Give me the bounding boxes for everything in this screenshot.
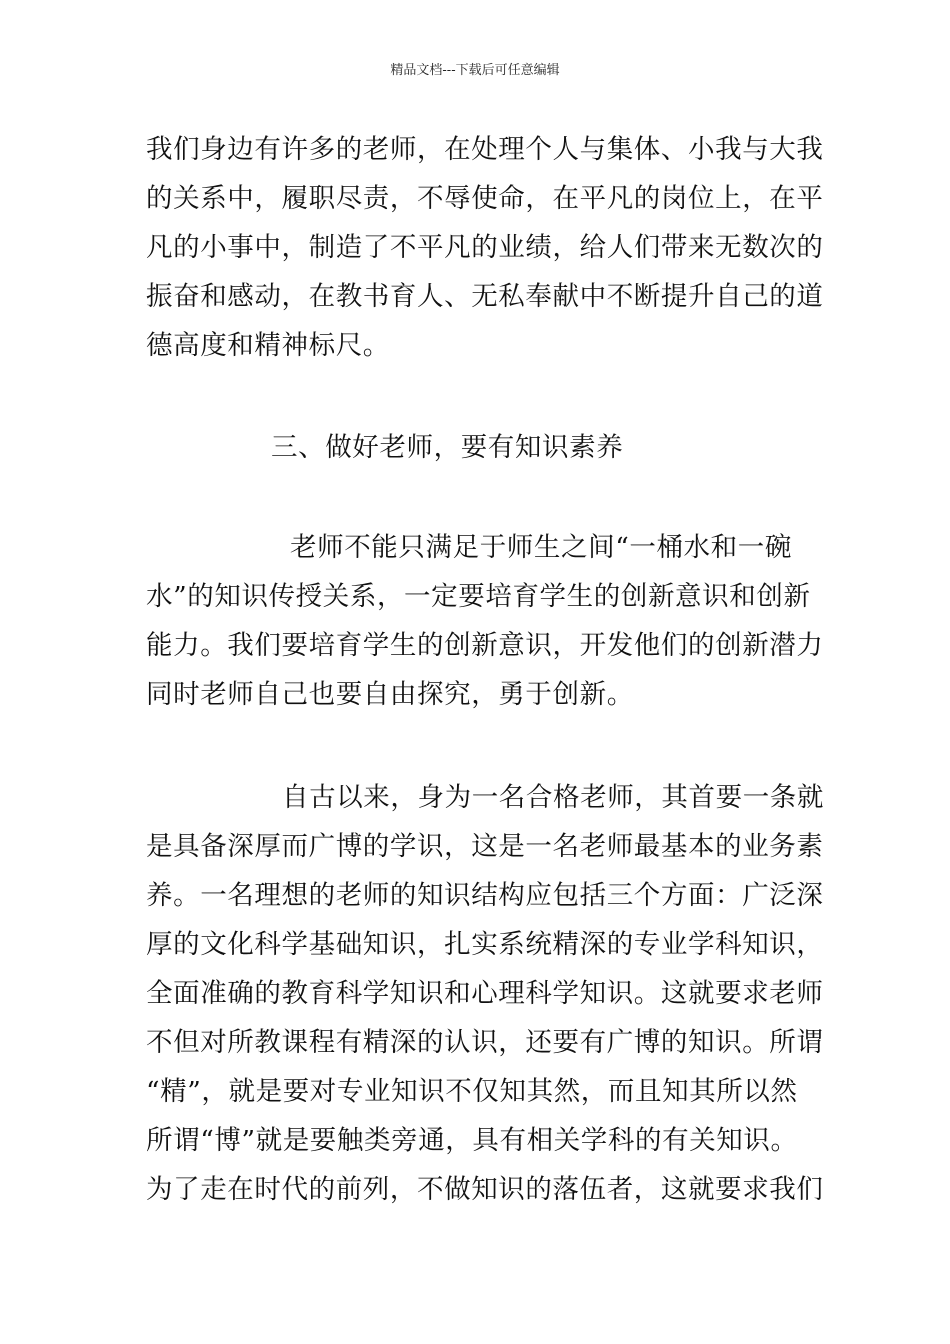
- paragraph-1-line-2: 的关系中，履职尽责，不辱使命，在平凡的岗位上，在平: [146, 183, 824, 214]
- page-header: 精品文档---下载后可任意编辑: [390, 63, 560, 78]
- paragraph-3-line-4: 厚的文化科学基础知识，扎实系统精深的专业学科知识，: [146, 929, 824, 960]
- paragraph-3-line-9: 为了走在时代的前列，不做知识的落伍者，这就要求我们: [146, 1174, 824, 1205]
- paragraph-3-line-5: 全面准确的教育科学知识和心理科学知识。这就要求老师: [146, 978, 824, 1009]
- paragraph-2-line-3: 能力。我们要培育学生的创新意识，开发他们的创新潜力: [146, 630, 824, 661]
- paragraph-3-line-1: 自古以来，身为一名合格老师，其首要一条就: [282, 782, 824, 813]
- paragraph-3-line-3: 养。一名理想的老师的知识结构应包括三个方面：广泛深: [146, 880, 824, 911]
- paragraph-2-line-1: 老师不能只满足于师生之间“一桶水和一碗: [290, 532, 792, 563]
- paragraph-3-line-6: 不但对所教课程有精深的认识，还要有广博的知识。所谓: [146, 1027, 824, 1058]
- paragraph-1-line-3: 凡的小事中，制造了不平凡的业绩，给人们带来无数次的: [146, 232, 824, 263]
- paragraph-1-line-4: 振奋和感动，在教书育人、无私奉献中不断提升自己的道: [146, 281, 824, 312]
- paragraph-3-line-8: 所谓“博”就是要触类旁通，具有相关学科的有关知识。: [146, 1125, 798, 1156]
- paragraph-3-line-2: 是具备深厚而广博的学识，这是一名老师最基本的业务素: [146, 831, 824, 862]
- paragraph-1-line-5: 德高度和精神标尺。: [146, 330, 390, 361]
- paragraph-3-line-7: “精”，就是要对专业知识不仅知其然，而且知其所以然: [146, 1076, 798, 1107]
- paragraph-2-line-4: 同时老师自己也要自由探究，勇于创新。: [146, 679, 634, 710]
- paragraph-2-line-2: 水”的知识传授关系，一定要培育学生的创新意识和创新: [146, 581, 811, 612]
- section-heading: 三、做好老师，要有知识素养: [271, 432, 624, 463]
- paragraph-1-line-1: 我们身边有许多的老师，在处理个人与集体、小我与大我: [146, 134, 824, 165]
